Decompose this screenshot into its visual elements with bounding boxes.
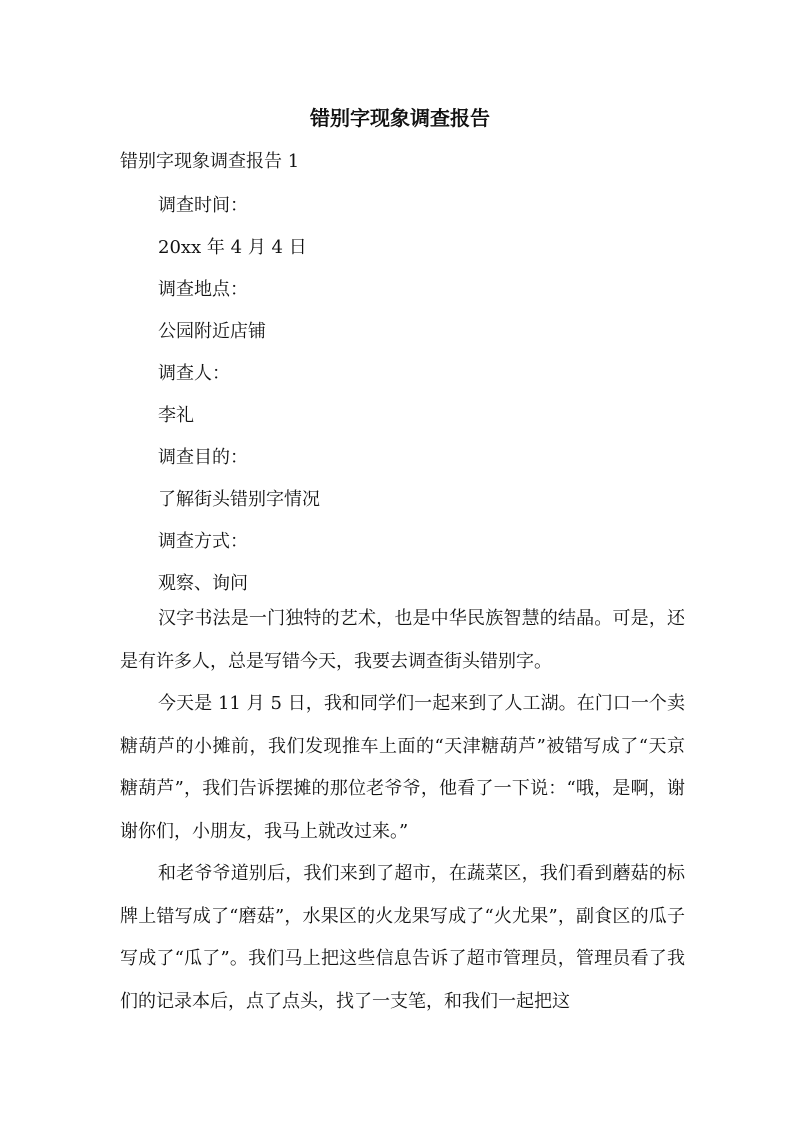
survey-method-value: 观察、询问 xyxy=(158,573,248,594)
survey-purpose-label: 调查目的： xyxy=(158,447,248,468)
surveyor-label: 调查人： xyxy=(158,363,230,384)
survey-method-label: 调查方式： xyxy=(158,531,248,552)
survey-time-value: 20xx 年 4 月 4 日 xyxy=(158,237,307,258)
document-title: 错别字现象调查报告 xyxy=(310,106,490,130)
report-subtitle: 错别字现象调查报告 1 xyxy=(120,151,300,172)
paragraph-candied-haws: 今天是 11 月 5 日，我和同学们一起来到了人工湖。在门口一个卖糖葫芦的小摊前，我们发现推车上面的“天津糖葫芦”被错写成了“天京糖葫芦”，我们告诉摆摊的那位老爷爷，他看了一下说：“哦，是啊，谢谢你们，小朋友，我马上就改过来。” xyxy=(120,693,685,842)
surveyor-value: 李礼 xyxy=(158,405,194,426)
survey-location-label: 调查地点： xyxy=(158,279,248,300)
paragraph-supermarket: 和老爷爷道别后，我们来到了超市，在蔬菜区，我们看到蘑菇的标牌上错写成了“磨菇”，水果区的火龙果写成了“火尤果”，副食区的瓜子写成了“瓜了”。我们马上把这些信息告诉了超市管理员，管理员看了我们的记录本后，点了点头，找了一支笔，和我们一起把这 xyxy=(120,863,685,1012)
paragraph-intro: 汉字书法是一门独特的艺术，也是中华民族智慧的结晶。可是，还是有许多人，总是写错今天，我要去调查街头错别字。 xyxy=(120,608,685,672)
survey-purpose-value: 了解街头错别字情况 xyxy=(158,489,320,510)
survey-location-value: 公园附近店铺 xyxy=(158,321,266,342)
survey-time-label: 调查时间： xyxy=(158,195,248,216)
